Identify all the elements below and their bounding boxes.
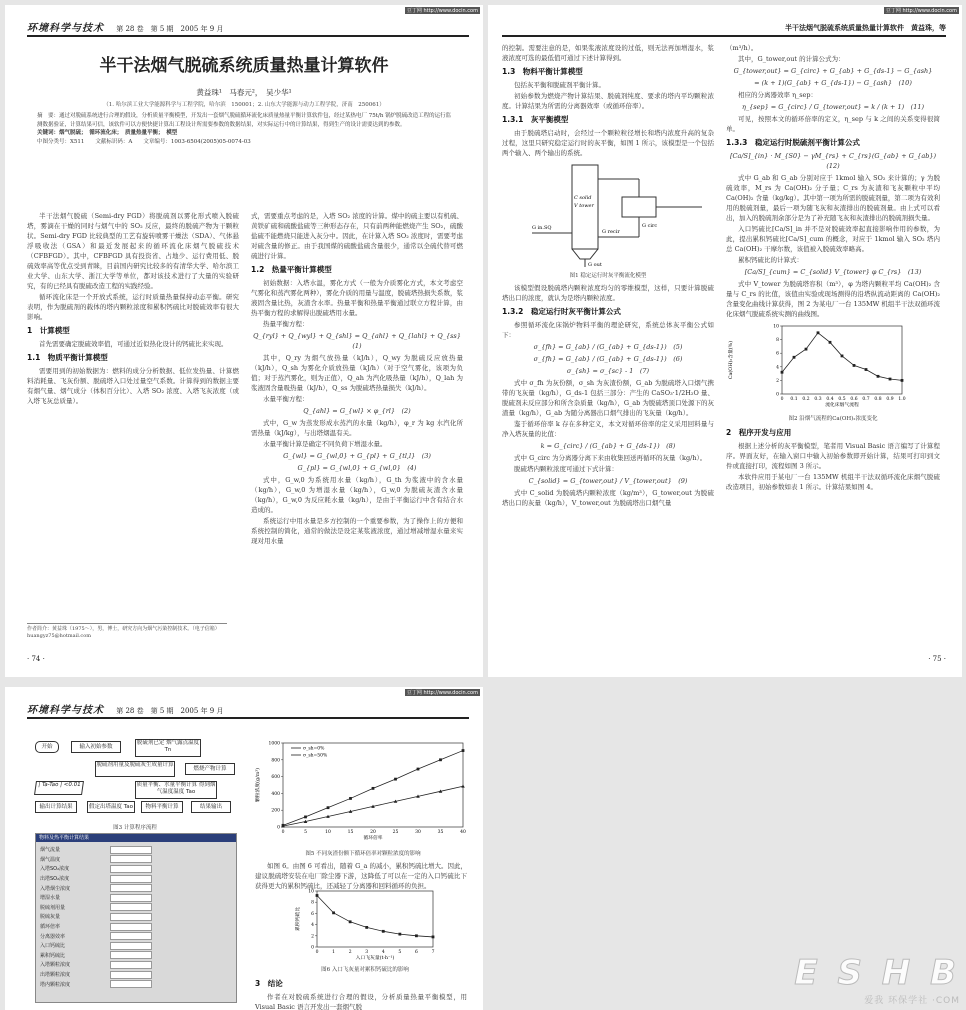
paragraph: 式中 σ_fh 为灰份额，σ_sh 为灰渣份额，G_ab 为脱硫塔入口烟气携带的飞灰量（kg/h），G_ds-1 包括三部分：产生的 CaSO₃·1/2H₂O 量、脱硫剂未反应部分和所含杂质量（kg/h），G_ab 为脱硫塔顶口处源下的灰渣量（kg/h），G_ab 为随分离器出口烟气排出的飞灰量（kg/h）。 — [502, 379, 714, 417]
table-row-label: 脱硫灰量 — [40, 914, 61, 921]
paragraph: 如图 6。由图 6 可看出，随着 G_a 的减小，累积钙硫比增大。因此，建议脱硫塔安装在电厂除尘器下游，这降低了可以在一定的入口钙硫比下获得更大的累积钙硫比，还减轻了分离器和回料循环的负担。 — [255, 862, 467, 890]
x-tick-label: 40 — [460, 830, 466, 835]
legend-label: σ_sh=50% — [303, 753, 328, 759]
table-row-label: 烟气温度 — [40, 856, 61, 863]
y-tick-label: 800 — [271, 758, 280, 764]
table-value-box — [110, 894, 152, 902]
paragraph: 本软件应用于某电厂一台 135MW 机组半干法双循环流化床烟气脱硫改造项目，初始参数如表 1 所示。计算结果如图 4。 — [726, 473, 940, 491]
page-number: · 74 · — [27, 655, 45, 663]
data-point — [382, 930, 385, 933]
x-tick-label: 5 — [304, 830, 307, 835]
data-point — [853, 364, 856, 367]
table-row-label: 出塔SO₂浓度 — [40, 876, 70, 883]
x-tick-label: 4 — [381, 950, 385, 955]
watermark — [794, 953, 960, 1006]
table-row — [40, 941, 232, 951]
y-tick-label: 2 — [776, 378, 779, 384]
flow-material: 物料平衡计算 — [141, 801, 183, 813]
journal-brand: 环境科学与技术 — [27, 23, 104, 34]
equation-6: σ_{fh} = G_{ab} / (G_{ab} + G_{ds-1}) (6) — [533, 355, 683, 363]
data-point — [415, 934, 418, 937]
x-axis-label: 入口飞灰量(t·h⁻¹) — [355, 956, 395, 961]
flow-balance: 质量平衡、水量平衡计算 得到烟气温度温度 Tao — [135, 781, 217, 799]
paragraph: 式中 V_tower 为脱硫塔容积（m³），φ 为塔内颗粒平均 Ca(OH)₂ 含量与 C_rs 的比值，该值由实验或现场测得的沿塔纵流动距离的 Ca(OH)₂ 含量变化曲线计算获得，图 2 为某电厂一台 135MW 机组半干法双循环流化床烟气脱硫系统实测的曲线图。 — [726, 280, 940, 318]
x-tick-label: 0.8 — [874, 397, 882, 402]
column-left — [502, 43, 714, 663]
keywords: 关键词：烟气脱硫； 循环流化床； 质量热量平衡； 模型 — [37, 130, 178, 136]
equation-7: σ_{sh} = σ_{sc} - 1 (7) — [566, 367, 650, 375]
table-row-label: 循环倍率 — [40, 924, 61, 931]
equation-2: Q_{ahl} = G_{wl} × φ_{rl} (2) — [303, 407, 411, 415]
equation-9: C_{solid} = G_{tower,out} / V_{tower,out} (9) — [528, 477, 688, 485]
flow-calc-loop: 脱硫剂用量及脱硫灰生成量计算 — [95, 761, 175, 777]
table-row — [40, 845, 232, 855]
column-left — [27, 211, 239, 621]
table-row — [40, 979, 232, 989]
table-value-box — [110, 855, 152, 863]
y-axis-label: Ca(OH)₂含量(%) — [729, 340, 734, 380]
x-tick-label: 0.3 — [814, 397, 822, 402]
flow-set: 假定出塔温度 Tao — [87, 801, 135, 813]
y-tick-label: 4 — [311, 923, 314, 929]
x-tick-label: 6 — [414, 950, 418, 955]
paragraph: 热量平衡方程： — [263, 320, 309, 328]
fig2-chart — [726, 320, 940, 412]
equation-12: [Ca/S]_{in} · M_{S0} − γM_{rs} + C_{rs}(G_{ab} + G_{ab}) (12) — [729, 152, 943, 170]
issue-info: 第 28 卷 第 5 期 2005 年 9 月 — [116, 25, 224, 33]
paragraph: 脱硫塔内颗粒浓度可通过下式计算： — [514, 465, 618, 473]
watermark-text: 爱我 环保学社 ·COM — [864, 996, 960, 1006]
fig6-chart — [293, 887, 443, 965]
table-value-box — [110, 875, 152, 883]
table-value-box — [110, 932, 152, 940]
data-point — [841, 355, 844, 358]
y-tick-label: 0 — [277, 825, 280, 831]
section-heading: 1 计算模型 — [27, 326, 70, 335]
paragraph: 式中 G_circ 为分离器分离下来由收集回送再循环的灰量（kg/h）。 — [514, 454, 707, 462]
paragraph: 由于脱硫塔启动时，会经过一个颗粒粒径增长和塔内浓度升高的复杂过程，这里只研究稳定运行时的灰平衡，如图 1 所示，该模型是一个包括两个输入、两个输出的系统。 — [502, 129, 714, 157]
plot-area — [782, 326, 902, 394]
y-tick-label: 4 — [776, 365, 779, 371]
data-point — [349, 920, 352, 923]
data-point — [865, 368, 868, 371]
paragraph: 式中 G_ab 和 G_ab 分别对应于 1kmol 输入 SO₂ 来计算的；γ 为脱硫效率，M_rs 为 Ca(OH)₂ 分子量；C_rs 为灰渣和飞灰颗粒中平均 Ca(OH)₂ 含量（kg/kg）。其中第一项为所需的脱硫剂量，第二项为有效利用的脱硫剂量，最后一项为随飞灰和灰渣排出的脱硫剂量。由上式可以看出，加入的脱硫剂余部分是为了补充随飞灰和灰渣排出的脱硫剂损失量。 — [726, 174, 940, 222]
section-heading: 2 程序开发与应用 — [726, 428, 792, 437]
flow-output: 输出计算结果 — [35, 801, 77, 813]
fig1-label: G circ — [642, 223, 658, 229]
data-point — [461, 784, 465, 787]
journal-brand: 环境科学与技术 — [27, 705, 104, 716]
y-tick-label: 2 — [311, 934, 314, 940]
table-value-box — [110, 961, 152, 969]
flow-end: 结果输出 — [191, 801, 231, 813]
page-header — [502, 19, 946, 37]
y-tick-label: 200 — [271, 808, 280, 814]
section-heading: 3 结论 — [255, 979, 283, 988]
paragraph: 水量平衡计算是确定不同负荷下增湿水量。 — [263, 440, 387, 448]
y-tick-label: 0 — [776, 392, 779, 398]
section-heading: 1.2 热量平衡计算模型 — [251, 265, 332, 274]
paragraph: 式中，G_w,0 为系统用水量（kg/h），G_th 为浆液中的含水量（kg/h），G_w,0 为增湿水量（kg/h），G_w,0 为脱硫灰渣含水量（kg/h），G_w,0 为反应耗水量（kg/h），是由于平衡运行中含有结合水造成的。 — [251, 476, 463, 514]
data-point — [805, 348, 808, 351]
paragraph: 其中，Q_ry 为烟气放热量（kJ/h），Q_wy 为脱硫反应放热量（kJ/h），Q_sh 为雾化介质放热量（kJ/h）（对于空气雾化，该项为负值；对于蒸汽雾化，则为正值），Q_ah 为汽化吸热量（kJ/h），Q_lah 为浆液固含量吸热量（kJ/h），Q_ss 为脱硫塔热量损失（kJ/h）。 — [251, 354, 463, 392]
column-right — [251, 211, 468, 641]
y-tick-label: 8 — [311, 900, 314, 906]
data-point — [349, 797, 352, 800]
running-header: 半干法烟气脱硫系统质量热量计算软件 黄益珠，等 — [785, 24, 946, 32]
paragraph: 半干法烟气脱硫（Semi-dry FGD）将脱硫剂以雾化形式喷入脱硫塔，雾滴在干燥的同时与烟气中的 SO₂ 反应，最终的脱硫产物为干颗粒状。Semi-dry FGD 比较典型的工艺有旋转喷雾干燥法（SDA）、气体悬浮吸收法（GSA）和最近发展起来的循环流化床烟气脱硫技术（CFBFGD）。其中，CFBFGD 具有投资省、占地少、运行费用低、脱硫效率高等优点受到青睐，目前国内研究比较多的有清华大学、哈尔滨工业大学、山东大学、浙江大学等单位，都对该技术进行了大量的实验研究，有的已经具有脱硫改造工程的实践经验。 — [27, 212, 239, 290]
paragraph: 式中 C_solid 为脱硫塔内颗粒浓度（kg/m³），G_tower,out 为脱硫塔出口的灰量（kg/h），V_tower,out 为脱硫塔出口烟气量 — [502, 489, 714, 507]
x-tick-label: 0.6 — [850, 397, 858, 402]
flow-input: 输入初始参数 — [71, 741, 121, 753]
data-point — [889, 378, 892, 381]
plot-area — [317, 891, 433, 947]
table-value-box — [110, 951, 152, 959]
paragraph: 入口钙硫比[Ca/S]_in 并不是对脱硫效率起直接影响作用的参数，为此，提出累积钙硫比[Ca/S]_cum 的概念，对应于 1kmol 输入 SO₂ 塔内总 Ca(OH)₂ 干摩尔数，该值被入脱硫效率略高。 — [726, 225, 940, 253]
x-tick-label: 0.4 — [826, 397, 834, 402]
x-tick-label: 10 — [325, 830, 331, 835]
table-row-label: 累积钙硫比 — [40, 952, 66, 959]
paragraph: 其中，G_tower,out 的计算公式为： — [738, 55, 845, 63]
section-heading: 1.3.3 稳定运行时脱硫剂平衡计算公式 — [726, 138, 860, 147]
paragraph: 系统运行中用水量是多方控制的一个重要参数，为了操作上的方便和系统控制的简化，通常的做法是设定某浆液浓度，通过增减增湿水量来实现对用水量 — [251, 517, 463, 545]
x-tick-label: 0.2 — [802, 397, 810, 402]
page-74 — [5, 5, 483, 677]
site-tag: 豆丁网 http://www.docin.com — [885, 8, 957, 14]
paragraph: 包括灰平衡和脱硫剂平衡计算。 — [514, 81, 605, 89]
table-row — [40, 912, 232, 922]
table-row — [40, 951, 232, 961]
data-point — [462, 749, 465, 752]
paragraph: 初始数据：入塔水温，雾化方式（一般为介质雾化方式，本文考虑空气雾化和蒸汽雾化两种），雾化介质的用量与温度，脱硫塔热损失系数，浆液固含量比热，灰渣含水率。热量平衡和热量平衡通过联立方程计算，由热平衡方程的求解得出脱硫塔用水量。 — [251, 279, 463, 317]
paragraph: 式，需要重点考虑的是，入塔 SO₂ 浓度的计算。煤中的硫主要以有机硫、黄铁矿硫和硫酸盐硫等三种形态存在，只有前两种能燃烧产生 SO₂，硫酸盐硫不能燃烧只能进入灰分中。因此，在计算入塔 SO₂ 浓度时，需要考虑对硫含量的修正。由于我国煤的硫酸盐硫含量很少，通常以全硫代替可燃硫进行计算。 — [251, 212, 463, 260]
data-point — [901, 379, 904, 382]
table-row — [40, 970, 232, 980]
equation-10b: = (k + 1)(G_{ab} + G_{ds-1}) − G_{ash} (10) — [754, 79, 912, 87]
legend-label: σ_sh=0% — [303, 746, 325, 752]
fig6-caption: 图6 入口飞灰量对累积钙硫比的影响 — [321, 967, 409, 973]
x-tick-label: 0.5 — [838, 397, 846, 402]
fig5-caption: 图5 不同灰渣份额下循环倍率对颗粒浓度的影响 — [305, 851, 421, 857]
series-line — [317, 895, 433, 936]
classification: 中图分类号：X511 文献标识码：A 文章编号：1003-6504(2005)05-0074-03 — [37, 138, 251, 145]
table-row-label: 塔内颗粒浓度 — [40, 981, 71, 988]
x-tick-label: 0 — [281, 830, 285, 835]
x-tick-label: 25 — [392, 830, 399, 835]
paragraph: 循环流化床是一个开放式系统，运行时质量热量保持动态平衡。研究表明，作为脱硫剂的载体的塔内颗粒浓度和累积钙硫比对脱硫效率有很大影响。 — [27, 293, 239, 321]
y-tick-label: 8 — [776, 338, 779, 344]
y-tick-label: 0 — [311, 945, 314, 951]
data-point — [327, 806, 330, 809]
table-row-label: 脱硫剂用量 — [40, 904, 66, 911]
equation-4: G_{pl} = G_{wl,0} + G_{wl,0} (4) — [297, 464, 417, 472]
paragraph: 该模型假设脱硫塔内颗粒浓度均匀的零维模型，这样，只要计算脱硫塔出口的浓度，就认为是塔内颗粒浓度。 — [502, 284, 714, 302]
x-tick-label: 1.0 — [898, 397, 906, 402]
y-tick-label: 400 — [271, 791, 280, 797]
table-value-box — [110, 865, 152, 873]
table-row — [40, 903, 232, 913]
window-titlebar: 物料及热平衡计算结果 — [36, 834, 236, 842]
equation-10a: G_{tower,out} = G_{circ} + G_{ab} + G_{ds-1} − G_{ash} — [733, 67, 933, 75]
table-value-box — [110, 942, 152, 950]
table-row — [40, 874, 232, 884]
y-tick-label: 6 — [311, 911, 314, 917]
x-tick-label: 35 — [437, 830, 444, 835]
table-row-label: 入塔SO₂浓度 — [40, 866, 70, 873]
data-point — [877, 375, 880, 378]
paragraph: 可见，按照本文的循环倍率的定义，η_sep 与 k 之间的关系变得很简单。 — [726, 115, 940, 133]
table-value-box — [110, 913, 152, 921]
x-tick-label: 20 — [370, 830, 376, 835]
flow-condition: | Ta-Tao | <0.01 — [34, 781, 84, 795]
table-row-label: 出塔颗粒浓度 — [40, 972, 71, 979]
section-heading: 1.1 物质平衡计算模型 — [27, 353, 108, 362]
page-header — [27, 701, 469, 719]
site-tag: 豆丁网 http://www.docin.com — [406, 8, 478, 14]
paragraph: 初始参数为燃烧产物计算结果、脱硫剂纯度、要求的塔内平均颗粒浓度。计算结果为所需的分离器效率（或循环倍率）。 — [502, 92, 714, 110]
paragraph: 参照循环流化床锅炉物料平衡的理论研究，系统总体灰平衡公式如下： — [502, 321, 714, 339]
table-value-box — [110, 884, 152, 892]
section-heading: 1.3.1 灰平衡模型 — [502, 115, 569, 124]
fig1-caption: 图1 稳定运行时灰平衡流化模型 — [569, 273, 647, 279]
x-axis-label: 循环倍率 — [363, 836, 383, 841]
tower-bottom-shape — [572, 249, 598, 259]
y-tick-label: 1000 — [268, 741, 280, 747]
paragraph: （m³/h）。 — [726, 44, 758, 52]
table-row — [40, 855, 232, 865]
page-number: · 75 · — [928, 655, 946, 663]
paragraph: 相应的分离器效率 η_sep： — [738, 91, 818, 99]
table-row-label: 烟气流量 — [40, 847, 61, 854]
equation-1: Q_{ryl} + Q_{wyl} + Q_{shl} = Q_{ahl} + Q_{lahl} + Q_{ss} (1) — [253, 332, 468, 350]
article-title: 半干法烟气脱硫系统质量热量计算软件 — [99, 56, 389, 76]
data-point — [332, 911, 335, 914]
data-point — [793, 356, 796, 359]
y-tick-label: 10 — [773, 324, 779, 330]
separator-shape — [622, 197, 656, 217]
data-point — [316, 894, 319, 897]
data-point — [432, 936, 435, 939]
table-row-label: 入塔颗粒浓度 — [40, 962, 71, 969]
table-value-box — [110, 903, 152, 911]
fig4-result-window — [35, 833, 237, 1003]
abstract: 摘 要：通过对脱硫系统进行合理的假设，分析质量平衡模型，开发出一套烟气脱硫循环流化床质量热量平衡计算软件包，经过某热电厂 75t/h 锅炉脱硫改造工程的运行监测数据验证，计算结果可信，该软件可以方便快捷计算出工程设计所需要参数的数据结果，对实际运行中的计算结果，得到生产的设计需要达到的参数。 — [37, 113, 452, 128]
y-axis-label: 颗粒浓度(g/m³) — [256, 767, 261, 803]
table-row-label: 入塔烟尘浓度 — [40, 885, 71, 892]
page-header — [27, 19, 469, 37]
x-tick-label: 5 — [398, 950, 402, 955]
fig1-label: V tower — [574, 203, 594, 209]
table-value-box — [110, 846, 152, 854]
data-point — [398, 933, 401, 936]
fig1-label: G recir — [602, 229, 620, 235]
data-point — [781, 371, 784, 374]
page-76 — [5, 687, 483, 1010]
section-heading: 1.3.2 稳定运行时灰平衡计算公式 — [502, 307, 621, 316]
table-row-label: 入口钙硫比 — [40, 943, 66, 950]
x-axis-label: 流化床烟气流程 — [825, 403, 859, 408]
x-tick-label: 2 — [348, 950, 352, 955]
fig5-chart — [253, 739, 473, 847]
x-tick-label: 0.1 — [790, 397, 798, 402]
x-tick-label: 30 — [415, 830, 421, 835]
abstract-block — [37, 112, 453, 146]
equation-13: [Ca/S]_{cum} = C_{solid} V_{tower} φ C_{rs} (13) — [744, 268, 922, 276]
paragraph: 首先需要确定脱硫效率值，可通过近似热化设计的钙硫比来实现。 — [39, 340, 228, 348]
watermark-logo: E S H B — [794, 953, 960, 993]
site-tag: 豆丁网 http://www.docin.com — [406, 690, 478, 696]
fig1-label: C solid — [574, 195, 592, 201]
table-row — [40, 883, 232, 893]
paragraph: 作者在对脱硫系统进行合理的假设，分析质量热量平衡模型，用 Visual Basic 语言开发出一套烟气脱 — [255, 993, 467, 1010]
y-tick-label: 600 — [271, 775, 280, 781]
fig1-label: G in.SQ — [532, 225, 552, 231]
fig2-caption: 图2 沿烟气流程的Ca(OH)₂浓度变化 — [788, 416, 878, 422]
table-row — [40, 922, 232, 932]
column-right — [726, 43, 943, 663]
table-row — [40, 960, 232, 970]
fig1-ash-balance-diagram — [502, 159, 714, 269]
data-point — [304, 816, 307, 819]
text-block — [255, 975, 467, 1009]
paragraph: 的控制。需要注意的是，如果浆液浓度设的过低，则无法再加增湿水，浆液浓度可选的最低值可通过下述计算得到。 — [502, 44, 714, 62]
paragraph: 水量平衡方程： — [263, 395, 309, 403]
fig3-flowchart — [35, 739, 235, 815]
authors: 黄益珠¹ 马春元²， 吴少华¹ — [196, 88, 292, 97]
footnote: 作者简介：黄益珠（1975～），男，博士，研究方向为烟气污染控制技术。（电子信箱）huangyz75@hotmail.com — [27, 623, 227, 640]
x-tick-label: 1 — [332, 950, 336, 955]
y-axis-label: 累积钙硫比 — [296, 907, 301, 931]
fig1-label: G out — [588, 262, 602, 268]
data-point — [439, 758, 442, 761]
data-point — [417, 768, 420, 771]
result-table — [36, 842, 236, 992]
equation-11: η_{sep} = G_{circ} / G_{tower,out} = k / (k + 1) (11) — [741, 103, 925, 111]
y-tick-label: 6 — [776, 351, 779, 357]
flow-products: 燃烧产物计算 — [185, 763, 235, 775]
paragraph: 累积钙硫比的计算式： — [738, 256, 803, 264]
section-heading: 1.3 物料平衡计算模型 — [502, 67, 583, 76]
data-point — [365, 926, 368, 929]
y-tick-label: 10 — [308, 889, 314, 895]
flow-start: 开始 — [35, 741, 59, 753]
table-row-label: 增湿水量 — [40, 895, 61, 902]
paragraph: 根据上述分析的灰平衡模型，笔者用 Visual Basic 语言编写了计算程序。界面友好，在输入窗口中输入初始参数即开始计算，结果可打印到文件或直接打印，流程如图 3 所示。 — [726, 442, 940, 470]
table-value-box — [110, 980, 152, 988]
data-point — [394, 778, 397, 781]
x-tick-label: 0.9 — [886, 397, 894, 402]
paragraph: 式中，G_w 为蒸发形成水蒸汽的水量（kg/h），φ_r 为 kg 水汽化所需热量（kJ/kg），与出塔烟温有关。 — [251, 419, 463, 437]
x-tick-label: 0.7 — [862, 397, 870, 402]
table-value-box — [110, 971, 152, 979]
issue-info: 第 28 卷 第 5 期 2005 年 9 月 — [116, 707, 224, 715]
table-row — [40, 931, 232, 941]
affiliation: （1. 哈尔滨工业大学能源科学与工程学院，哈尔滨 150001；2. 山东大学能源与动力工程学院，济南 250061） — [103, 102, 385, 108]
x-tick-label: 3 — [365, 950, 369, 955]
fig3-caption: 图3 计算程序流程 — [113, 825, 157, 831]
table-value-box — [110, 923, 152, 931]
x-tick-label: 7 — [431, 950, 435, 955]
data-point — [372, 787, 375, 790]
data-point — [829, 341, 832, 344]
page-75 — [488, 5, 962, 677]
table-row — [40, 864, 232, 874]
x-tick-label: 0 — [780, 397, 784, 402]
equation-5: σ_{fh} = G_{ab} / (G_{ab} + G_{ds-1}) (5) — [533, 343, 683, 351]
paragraph: 鉴于循环倍率 k 存在多种定义，本文对循环倍率的定义采用回料量与净入塔灰量的比值： — [502, 420, 714, 438]
x-tick-label: 0 — [315, 950, 319, 955]
table-row — [40, 893, 232, 903]
flow-result: 脱硫剂已定 烟气露点温度 Tn — [135, 739, 201, 757]
equation-3: G_{wl} = G_{wl,0} + G_{pl} + G_{tl,l} (3) — [283, 452, 431, 460]
equation-8: k = G_{circ} / (G_{ab} + G_{ds-1}) (8) — [540, 442, 676, 450]
data-point — [817, 331, 820, 334]
x-tick-label: 15 — [347, 830, 354, 835]
table-row-label: 分离器效率 — [40, 933, 66, 940]
paragraph: 需要用到的初始数据为：燃料的成分分析数据、低位发热量、计算燃料消耗量、飞灰份额、脱硫塔入口处过量空气系数。计算得到的数据主要有烟气量、烟气成分（体积百分比）、入塔 SO₂ 浓度、入塔飞灰浓度（或入塔飞灰总质量）。 — [27, 367, 239, 405]
